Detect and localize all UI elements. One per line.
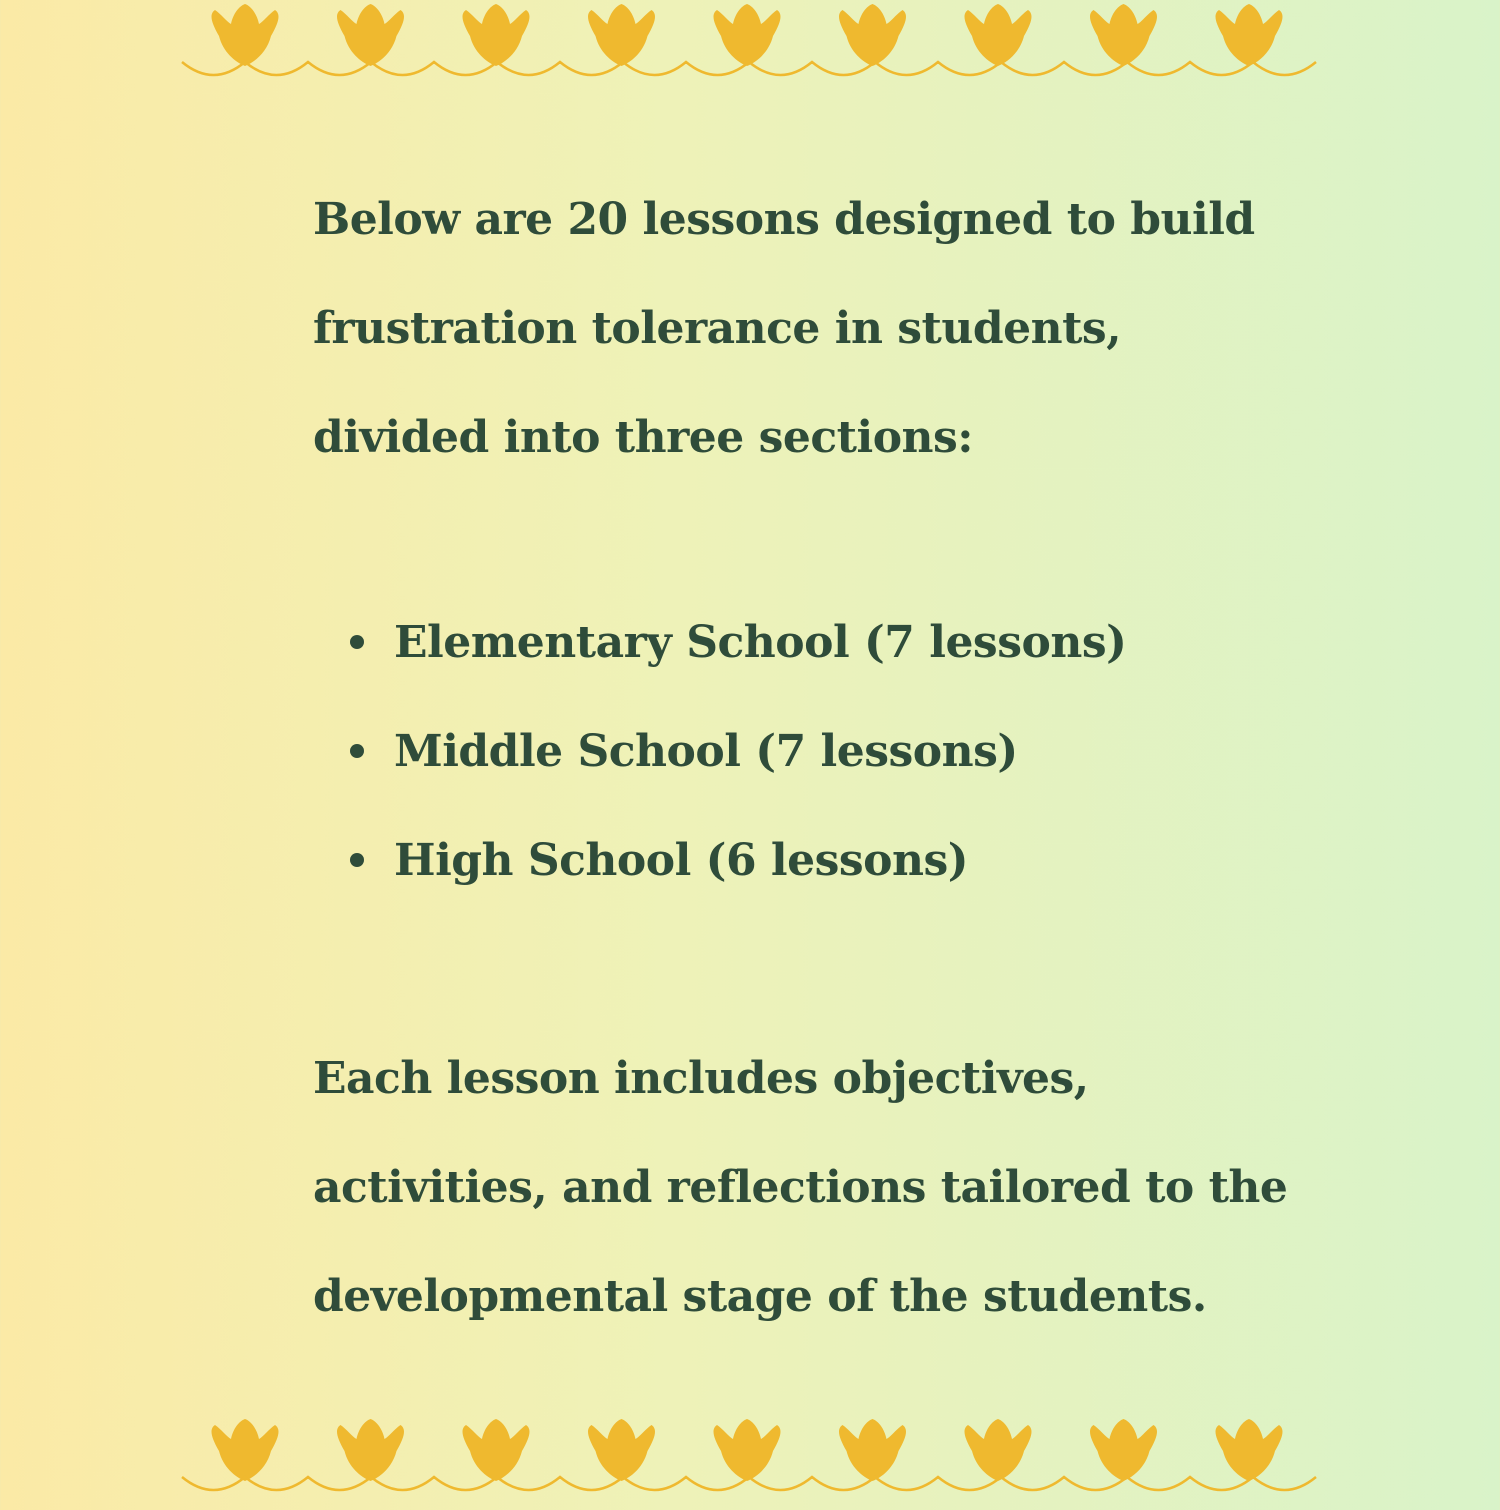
tulip-icon: [212, 1419, 279, 1481]
tulip-icon: [965, 4, 1032, 66]
sections-list: [350, 588, 1126, 915]
tulip-icon: [1216, 4, 1283, 66]
tulip-icon: [1090, 1419, 1157, 1481]
top-flower-border: [0, 0, 1500, 100]
list-item: High School (6 lessons): [350, 806, 1126, 915]
tulip-icon: [337, 1419, 404, 1481]
intro-line: frustration tolerance in students,: [313, 303, 1122, 354]
tulip-icon: [463, 4, 530, 66]
bullet-icon: [350, 853, 364, 867]
intro-line: divided into three sections:: [313, 412, 974, 463]
tulip-icon: [588, 4, 655, 66]
outro-line: developmental stage of the students.: [313, 1271, 1207, 1322]
tulip-icon: [839, 1419, 906, 1481]
tulip-icon: [839, 4, 906, 66]
tulip-icon: [588, 1419, 655, 1481]
tulip-icon: [1090, 4, 1157, 66]
bullet-icon: [350, 744, 364, 758]
tulip-icon: [337, 4, 404, 66]
tulip-icon: [965, 1419, 1032, 1481]
tulip-icon: [1216, 1419, 1283, 1481]
tulip-icon: [714, 1419, 781, 1481]
list-item: Elementary School (7 lessons): [350, 588, 1126, 697]
bullet-icon: [350, 635, 364, 649]
outro-paragraph: [313, 1024, 1313, 1351]
tulip-icon: [714, 4, 781, 66]
outro-line: Each lesson includes objectives,: [313, 1053, 1089, 1104]
tulip-icon: [463, 1419, 530, 1481]
intro-line: Below are 20 lessons designed to build: [313, 194, 1255, 245]
outro-line: activities, and reflections tailored to the: [313, 1162, 1288, 1213]
list-item: Middle School (7 lessons): [350, 697, 1126, 806]
bottom-flower-border: [0, 1410, 1500, 1510]
tulip-icon: [212, 4, 279, 66]
intro-paragraph: [313, 165, 1313, 492]
